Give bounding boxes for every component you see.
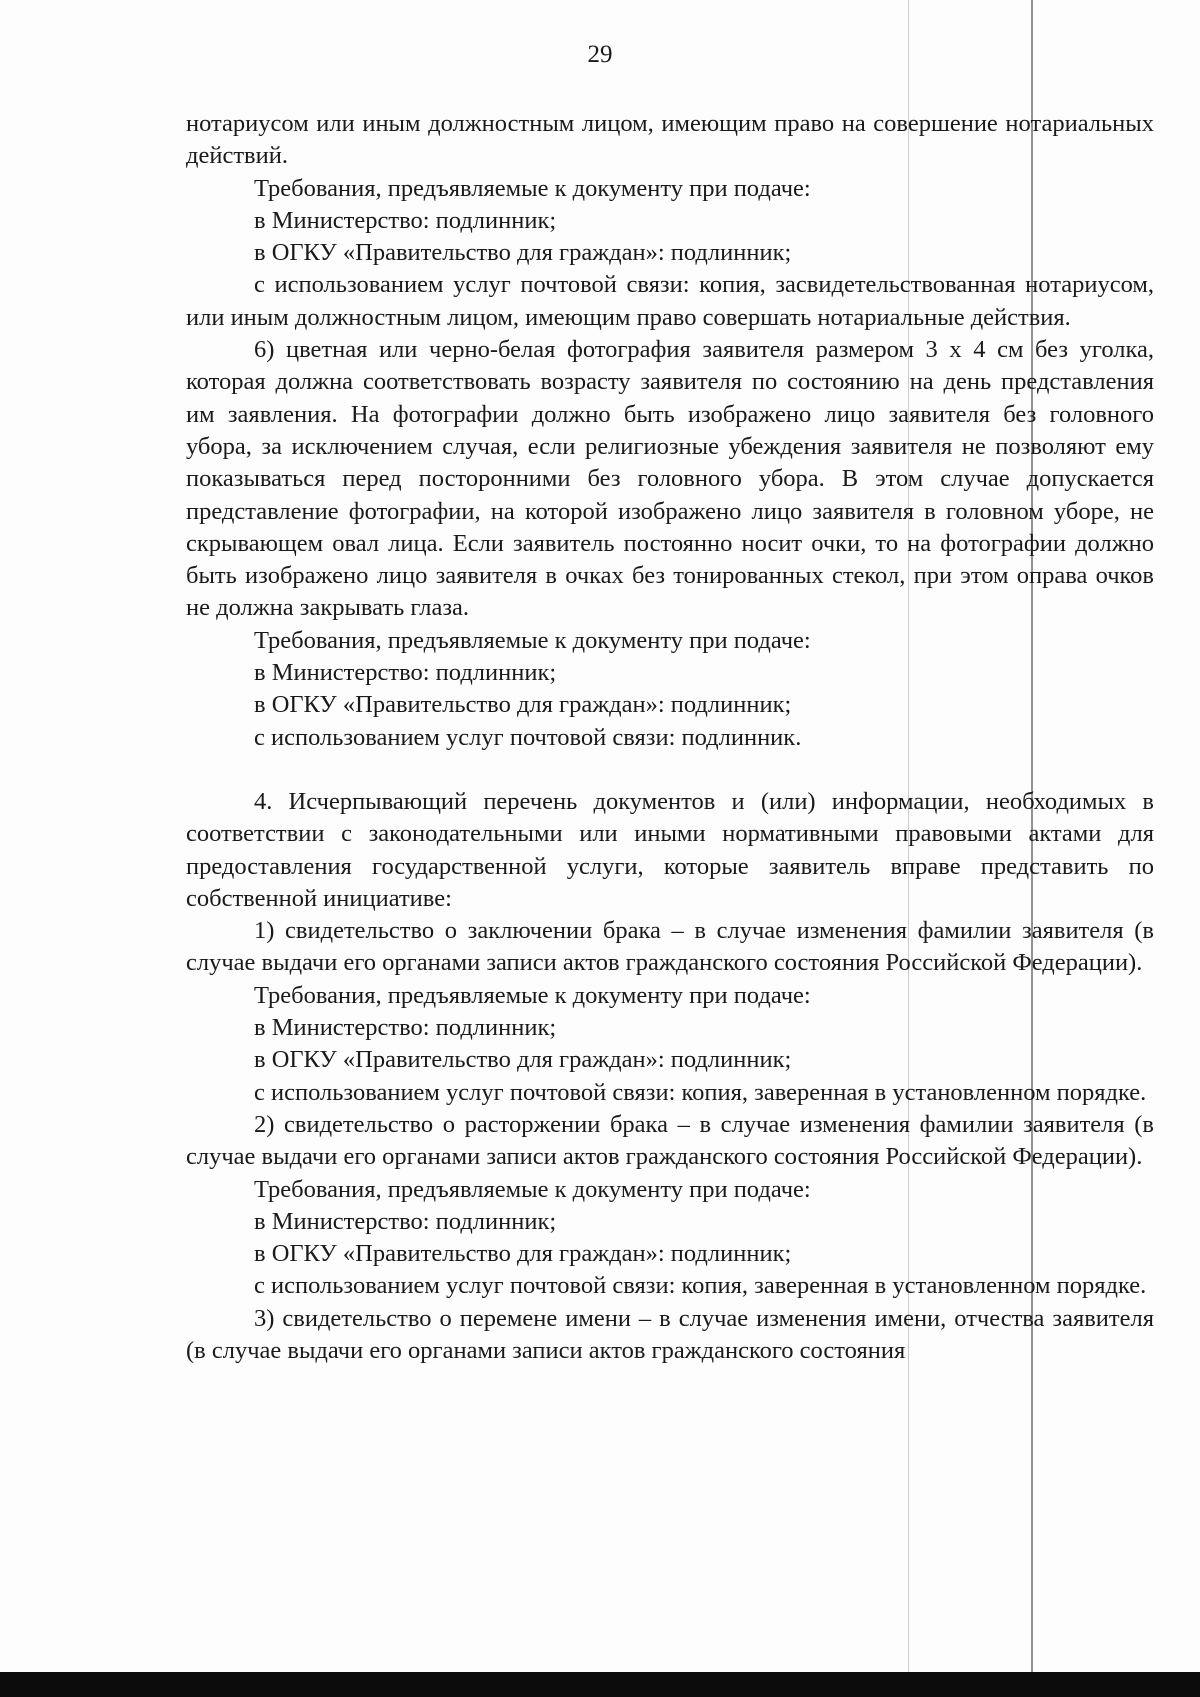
paragraph: с использованием услуг почтовой связи: копия, засвидетельствованная нотариусом, или иным должностным лицом, имеющим право совершать нотариальные действия.: [186, 271, 1154, 331]
paragraph: в Министерство: подлинник;: [254, 659, 557, 687]
paragraph: 3) свидетельство о перемене имени – в случае изменения имени, отчества заявителя (в случае выдачи его органами записи актов гражданского состояния: [186, 1304, 1154, 1364]
paragraph: с использованием услуг почтовой связи: подлинник.: [254, 723, 802, 751]
paragraph: Требования, предъявляемые к документу при подаче:: [254, 626, 811, 654]
page-number: 29: [587, 41, 613, 68]
paragraph: в ОГКУ «Правительство для граждан»: подлинник;: [254, 239, 792, 267]
paragraph: в Министерство: подлинник;: [254, 206, 557, 234]
paragraph: Требования, предъявляемые к документу при подаче:: [254, 174, 811, 202]
paragraph: Требования, предъявляемые к документу при подаче:: [254, 981, 811, 1009]
paragraph: в ОГКУ «Правительство для граждан»: подлинник;: [254, 1240, 792, 1268]
paragraph: с использованием услуг почтовой связи: копия, заверенная в установленном порядке.: [254, 1272, 1147, 1300]
paragraph: в Министерство: подлинник;: [254, 1207, 557, 1235]
paragraph: в ОГКУ «Правительство для граждан»: подлинник;: [254, 1046, 792, 1074]
scan-bottom-edge: [0, 1672, 1200, 1697]
paragraph: 2) свидетельство о расторжении брака – в случае изменения фамилии заявителя (в случае выдачи его органами записи актов гражданского состояния Российской Федерации).: [186, 1110, 1154, 1171]
paragraph: 6) цветная или черно-белая фотография заявителя размером 3 х 4 см без уголка, которая должна соответствовать возрасту заявителя по состоянию на день представления им заявления. На фотографии должно быть изображено лицо заявителя без головного убора, за исключением случая, если религиозные убеждения заявителя не позволяют ему показываться перед посторонними без головного убора. В этом случае допускается представление фотографии, на которой изображено лицо заявителя в головном уборе, не скрывающем овал лица. Если заявитель постоянно носит очки, то на фотографии должно быть изображено лицо заявителя в очках без тонированных стекол, при этом оправа очков не должна закрывать глаза.: [186, 336, 1154, 622]
paragraph: в ОГКУ «Правительство для граждан»: подлинник;: [254, 691, 792, 719]
paragraph: с использованием услуг почтовой связи: копия, заверенная в установленном порядке.: [254, 1078, 1147, 1106]
paragraph: Требования, предъявляемые к документу при подаче:: [254, 1175, 811, 1203]
document-body: [186, 108, 1154, 1367]
section-heading-paragraph: 4. Исчерпывающий перечень документов и (или) информации, необходимых в соответствии с законодательными или иными нормативными правовыми актами для предоставления государственной услуги, которые заявитель вправе представить по собственной инициативе:: [186, 787, 1154, 912]
paragraph: в Министерство: подлинник;: [254, 1014, 557, 1042]
paragraph: 1) свидетельство о заключении брака – в случае изменения фамилии заявителя (в случае выдачи его органами записи актов гражданского состояния Российской Федерации).: [186, 917, 1154, 977]
paragraph: нотариусом или иным должностным лицом, имеющим право на совершение нотариальных действий.: [186, 110, 1154, 170]
